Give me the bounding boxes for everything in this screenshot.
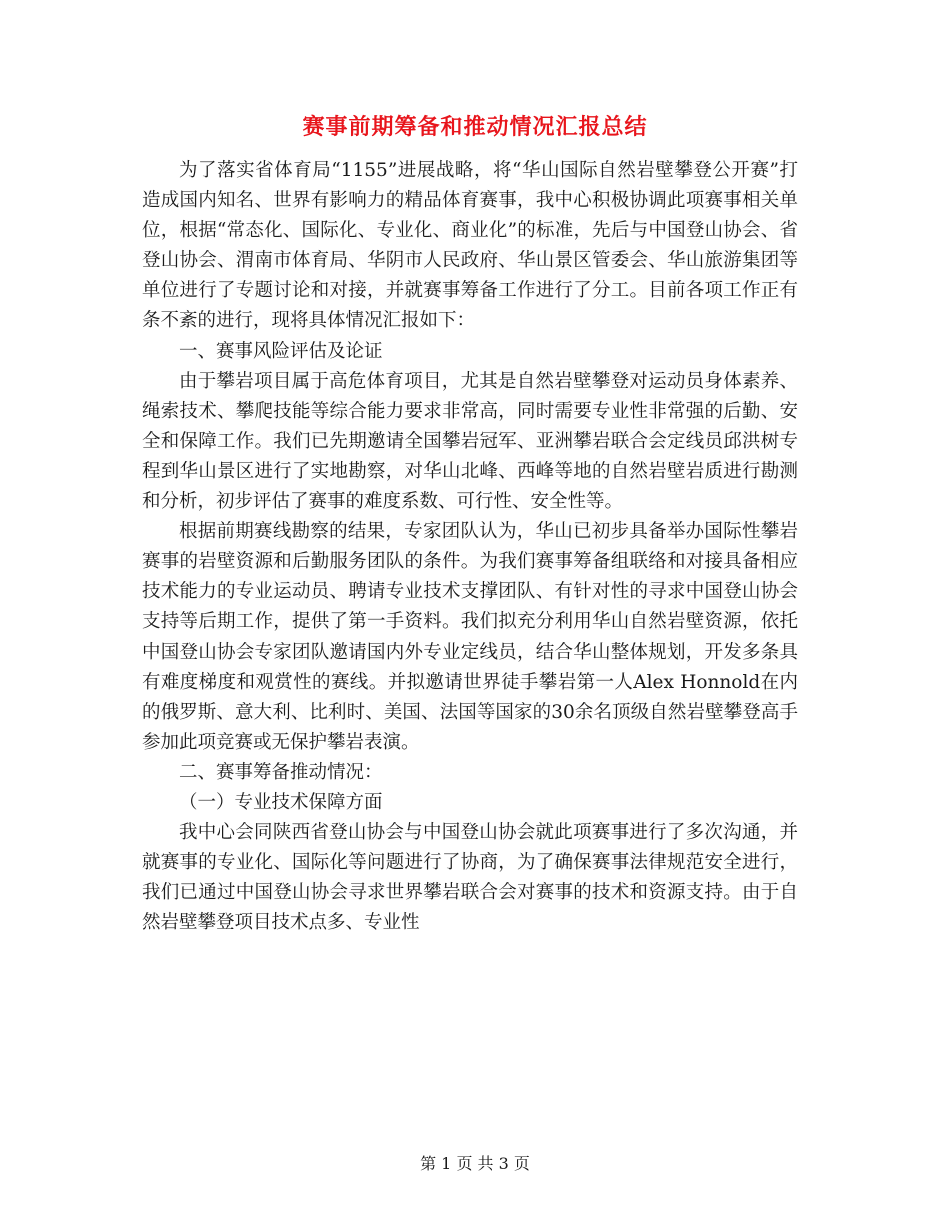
document-body [142,156,798,938]
page-number-footer: 第 1 页 共 3 页 [420,1154,530,1173]
section-heading-risk-assessment: 一、赛事风险评估及论证 [179,340,383,362]
subsection-heading-technical-support: （一）专业技术保障方面 [179,791,383,813]
paragraph-intro: 为了落实省体育局“1155”进展战略，将“华山国际自然岩壁攀登公开赛”打造成国内知名、世界有影响力的精品体育赛事，我中心积极协调此项赛事相关单位，根据“常态化、国际化、专业化、商业化”的标准，先后与中国登山协会、省登山协会、渭南市体育局、华阴市人民政府、华山景区管委会、华山旅游集团等单位进行了专题讨论和对接，并就赛事筹备工作进行了分工。目前各项工作正有条不紊的进行，现将具体情况汇报如下： [142,160,798,332]
section-heading-preparation: 二、赛事筹备推动情况： [179,761,383,783]
document-title: 赛事前期筹备和推动情况汇报总结 [302,114,648,140]
paragraph-survey-results: 根据前期赛线勘察的结果，专家团队认为，华山已初步具备举办国际性攀岩赛事的岩壁资源和后勤服务团队的条件。为我们赛事筹备组联络和对接具备相应技术能力的专业运动员、聘请专业技术支撑团队、有针对性的寻求中国登山协会支持等后期工作，提供了第一手资料。我们拟充分利用华山自然岩壁资源，依托中国登山协会专家团队邀请国内外专业定线员，结合华山整体规划，开发多条具有难度梯度和观赏性的赛线。并拟邀请世界徒手攀岩第一人Alex Honnold在内的俄罗斯、意大利、比利时、美国、法国等国家的30余名顶级自然岩壁攀登高手参加此项竞赛或无保护攀岩表演。 [142,521,798,753]
paragraph-risk-assessment: 由于攀岩项目属于高危体育项目，尤其是自然岩壁攀登对运动员身体素养、绳索技术、攀爬技能等综合能力要求非常高，同时需要专业性非常强的后勤、安全和保障工作。我们已先期邀请全国攀岩冠军、亚洲攀岩联合会定线员邱洪树专程到华山景区进行了实地勘察，对华山北峰、西峰等地的自然岩壁岩质进行勘测和分析，初步评估了赛事的难度系数、可行性、安全性等。 [142,370,798,513]
paragraph-technical-support: 我中心会同陕西省登山协会与中国登山协会就此项赛事进行了多次沟通，并就赛事的专业化、国际化等问题进行了协商，为了确保赛事法律规范安全进行，我们已通过中国登山协会寻求世界攀岩联合会对赛事的技术和资源支持。由于自然岩壁攀登项目技术点多、专业性 [142,822,798,934]
